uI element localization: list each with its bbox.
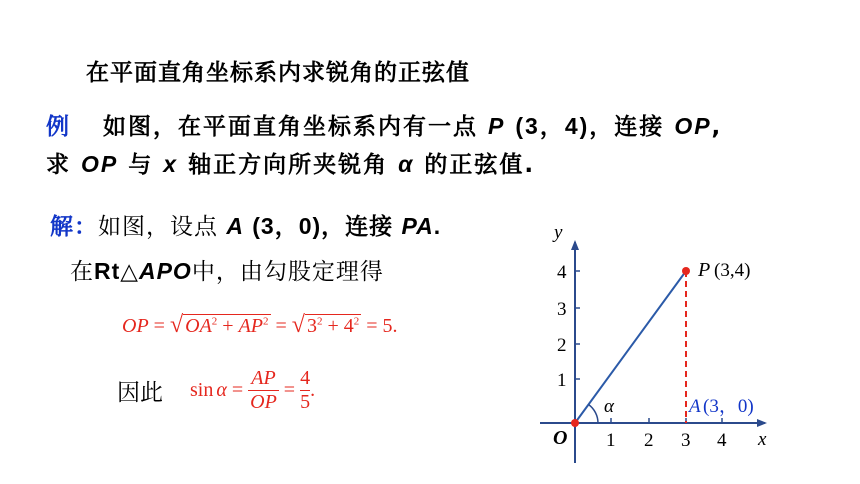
therefore-label: 因此: [117, 380, 163, 406]
angle-alpha: α: [398, 151, 415, 177]
angle-arc: [589, 405, 599, 424]
triangle-apo: APO: [138, 258, 192, 284]
y-axis-label: y: [554, 222, 563, 243]
point-o: [571, 419, 579, 427]
example-text: 如图，在平面直角坐标系内有一点: [103, 114, 479, 140]
fraction-denominator: 5: [300, 390, 311, 413]
example-label: 例: [46, 114, 71, 140]
y-tick-label-4: 4: [557, 262, 567, 283]
solution-line-2: [70, 253, 384, 286]
point-a-coordinates: (3，0): [703, 396, 754, 417]
example-line-2: [46, 146, 535, 179]
point-a-coord: (3，0)，连接: [252, 213, 394, 239]
example-text: 求: [46, 152, 71, 178]
angle-alpha-label: α: [604, 396, 614, 417]
segment-op: [575, 271, 686, 423]
solution-text: 如图，设点: [98, 214, 218, 240]
fraction-ap-op: [248, 367, 279, 414]
formula-alpha: α: [216, 378, 227, 401]
x-tick-label-3: 3: [681, 430, 691, 451]
coordinate-graph: [530, 220, 810, 470]
formula-op: OP: [122, 315, 149, 337]
fraction-numerator: AP: [251, 366, 276, 389]
origin-label: O: [553, 427, 568, 449]
point-p-coordinates: (3,4): [714, 260, 751, 281]
example-text: 的正弦值.: [424, 152, 536, 178]
formula-four: 4: [343, 315, 354, 337]
segment-op-label: OP: [674, 113, 712, 139]
exponent: 2: [316, 315, 323, 328]
point-p-coord: (3，4)，连接: [515, 113, 665, 139]
solution-text: 中，由勾股定理得: [191, 259, 384, 285]
solution-line-1: [50, 208, 441, 241]
x-tick-label-2: 2: [644, 430, 654, 451]
comma: ,: [711, 114, 723, 140]
page-title: 在平面直角坐标系内求锐角的正弦值: [86, 60, 470, 86]
segment-op-label: OP: [81, 151, 119, 177]
triangle-symbol: △: [120, 259, 139, 285]
x-tick-label-1: 1: [606, 430, 616, 451]
sqrt-2: √ $3^2 + 4^2$: [291, 312, 360, 338]
pythagoras-formula: OP = √ $OA^2 + AP^2$ = √ $3^2 + 4^2 = 5$.: [122, 312, 398, 338]
formula-ap: AP: [238, 315, 264, 337]
solution-label: 解：: [50, 214, 98, 240]
sqrt-1: √ $OA^2 + AP^2$: [169, 312, 269, 338]
x-tick-label-4: 4: [717, 430, 727, 451]
y-tick-label-2: 2: [557, 335, 567, 356]
point-p-label: P: [488, 113, 506, 139]
solution-text: 在: [70, 259, 94, 285]
formula-oa: OA: [185, 315, 212, 337]
y-tick-label-1: 1: [557, 370, 567, 391]
fraction-numerator: 4: [300, 366, 311, 389]
segment-pa-label: PA: [401, 213, 434, 239]
exponent: 2: [211, 315, 218, 328]
sin-function: sin: [190, 378, 214, 401]
example-text: 轴正方向所夹锐角: [188, 152, 389, 178]
period: .: [433, 213, 442, 239]
point-a-label: A: [226, 213, 244, 239]
exponent: 2: [353, 315, 360, 328]
example-text: 与: [128, 152, 154, 178]
formula-three: 3: [306, 315, 317, 337]
y-tick-label-3: 3: [557, 299, 567, 320]
point-p: [682, 267, 690, 275]
sine-formula: sin α = AP OP = 4 5 .: [190, 366, 316, 413]
x-axis-label: x: [758, 429, 767, 450]
fraction-4-5: [300, 367, 310, 414]
rt-label: Rt: [94, 258, 121, 284]
point-a-name: A: [689, 396, 701, 417]
period: .: [310, 378, 316, 401]
exponent: 2: [263, 315, 269, 328]
point-p-name: P: [698, 259, 711, 281]
example-line-1: [46, 108, 722, 141]
x-axis-name: x: [163, 151, 179, 177]
fraction-denominator: OP: [250, 390, 277, 413]
formula-result: 5.: [382, 315, 398, 337]
